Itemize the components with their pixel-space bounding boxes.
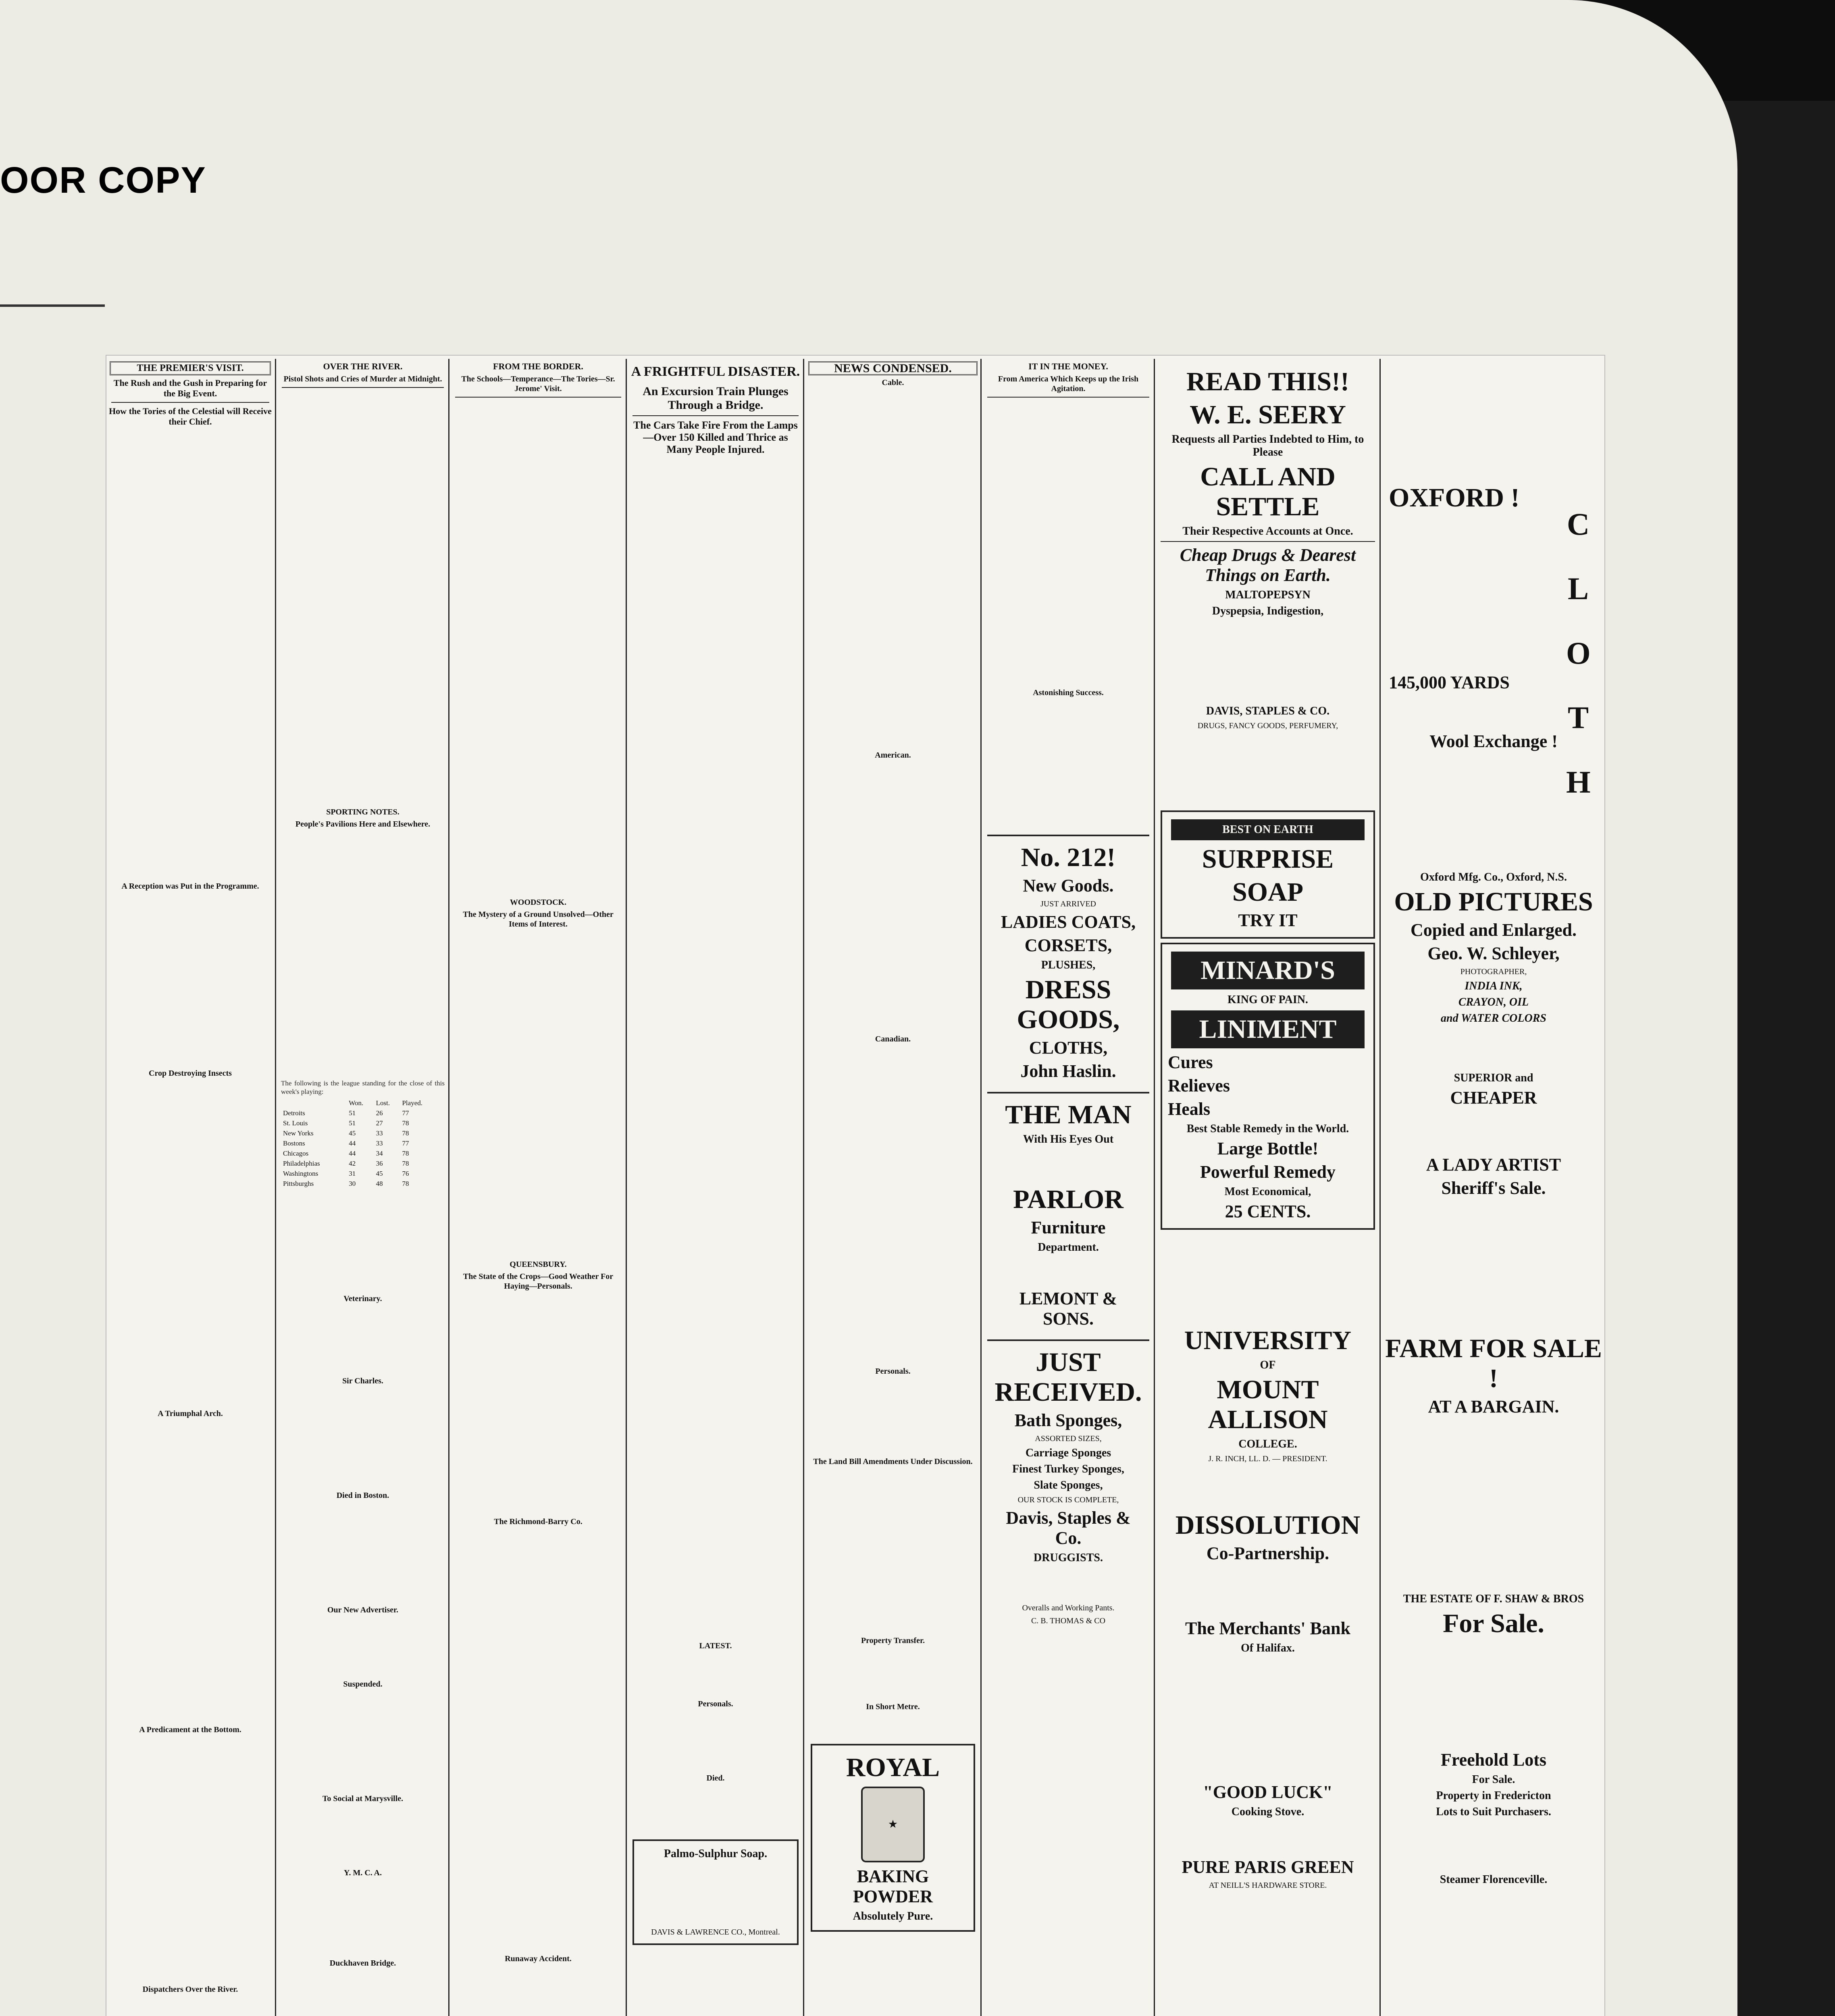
section-heading: Astonishing Success.	[1033, 688, 1104, 697]
article-subtitle: An Excursion Train Plunges Through a Bridge.	[643, 385, 789, 412]
article-title: NEWS CONDENSED.	[808, 361, 978, 375]
section-heading: A Predicament at the Bottom.	[139, 1725, 241, 1734]
ad-letter: T	[1567, 700, 1589, 735]
rule	[282, 387, 444, 388]
standings-caption: The following is the league standing for the close of this week's playing:	[281, 1079, 445, 1095]
ad-letter: C	[1567, 506, 1590, 541]
ad-cooking-stove: Cooking Stove.	[1231, 1806, 1304, 1818]
ad-cheap-drugs: Cheap Drugs & Dearest Things on Earth.	[1180, 545, 1356, 585]
rule	[111, 402, 269, 403]
column-over-the-river	[275, 359, 449, 2016]
section-heading: Died in Boston.	[336, 1491, 389, 1500]
ad-the-man: THE MAN	[1005, 1100, 1132, 1129]
cloth-vertical-letters	[1566, 492, 1590, 814]
section-heading: People's Pavilions Here and Elsewhere.	[295, 820, 431, 829]
ad-economical: Most Economical,	[1224, 1185, 1311, 1198]
table-row: Washingtons 31 45 76	[283, 1170, 409, 1177]
ad-body	[637, 1864, 794, 1924]
rule	[987, 397, 1149, 398]
ad-sheriffs-sale: Sheriff's Sale.	[1441, 1178, 1546, 1198]
ad-copied: Copied and Enlarged.	[1411, 920, 1577, 940]
section-heading: WOODSTOCK.	[510, 898, 567, 907]
rule	[632, 415, 799, 416]
ad-india-ink: INDIA INK,	[1465, 980, 1523, 992]
column-ads-middle	[980, 359, 1155, 2016]
section-heading: A Reception was Put in the Programme.	[121, 882, 259, 891]
surprise-soap-advertisement	[1161, 810, 1375, 939]
section-heading: In Short Metre.	[866, 1702, 920, 1711]
ad-yards: 145,000 YARDS	[1389, 673, 1510, 692]
column-premiers-visit	[106, 359, 275, 2016]
table-header: Won.	[349, 1099, 364, 1107]
sponges-advertisement	[987, 1339, 1149, 1632]
section-heading: LATEST.	[699, 1641, 732, 1650]
section-heading: Property Transfer.	[861, 1636, 925, 1645]
haslin-advertisement	[987, 835, 1149, 1088]
ad-requests: Requests all Parties Indebted to Him, to Please	[1171, 433, 1364, 458]
ad-try-it: TRY IT	[1238, 910, 1298, 930]
section-heading: QUEENSBURY.	[510, 1260, 567, 1269]
ad-at-a-bargain: AT A BARGAIN.	[1428, 1397, 1559, 1416]
rule	[455, 397, 621, 398]
ad-line: LADIES COATS,	[1001, 912, 1136, 932]
ad-best-remedy: Best Stable Remedy in the World.	[1186, 1123, 1349, 1135]
ad-overalls: Overalls and Working Pants.	[1022, 1604, 1115, 1612]
article-subtitle: Pistol Shots and Cries of Murder at Midnight.	[283, 375, 442, 383]
article-title: A FRIGHTFUL DISASTER.	[631, 364, 800, 379]
table-row: Bostons 44 33 77	[283, 1139, 409, 1147]
baking-powder-can-icon: ★	[861, 1787, 925, 1862]
section-heading: Sir Charles.	[342, 1377, 383, 1385]
ad-just-arrived: JUST ARRIVED	[1040, 900, 1096, 908]
furniture-advertisement	[987, 1092, 1149, 1335]
section-heading: Cable.	[882, 378, 904, 387]
column-from-the-border	[448, 359, 627, 2016]
ad-hardware: AT NEILL'S HARDWARE STORE.	[1209, 1881, 1327, 1890]
article-title: OVER THE RIVER.	[323, 361, 403, 371]
ad-merchants-bank: The Merchants' Bank	[1185, 1618, 1350, 1638]
section-heading: The State of the Crops—Good Weather For Haying—Personals.	[463, 1272, 614, 1291]
ad-good-luck: "GOOD LUCK"	[1203, 1782, 1333, 1802]
ad-store-number: No. 212!	[1021, 843, 1116, 872]
section-heading: To Social at Marysville.	[322, 1794, 404, 1803]
ad-copartnership: Co-Partnership.	[1206, 1543, 1329, 1563]
ad-steamer: Steamer Florenceville.	[1440, 1873, 1548, 1886]
article-subtitle: From America Which Keeps up the Irish Agitation.	[998, 375, 1139, 393]
ad-cheaper: CHEAPER	[1450, 1088, 1537, 1108]
ad-royal: ROYAL	[846, 1753, 940, 1782]
ad-new-goods: New Goods.	[1023, 876, 1114, 896]
ad-with-eyes: With His Eyes Out	[1023, 1133, 1114, 1145]
ad-line: CORSETS,	[1024, 935, 1112, 955]
ad-soap: SOAP	[1232, 877, 1304, 907]
article-title: IT IN THE MONEY.	[1028, 361, 1108, 371]
ad-large-bottle: Large Bottle!	[1217, 1139, 1319, 1158]
ad-baking: BAKING POWDER	[853, 1866, 933, 1906]
ad-price: 25 CENTS.	[1225, 1202, 1311, 1221]
article-subtitle-2: The Cars Take Fire From the Lamps—Over 150 Killed and Thrice as Many People Injured.	[633, 419, 798, 455]
league-standings-table	[282, 1098, 439, 1189]
ad-oxford-mfg: Oxford Mfg. Co., Oxford, N.S.	[1420, 871, 1567, 883]
ad-thomas: C. B. THOMAS & CO	[1031, 1616, 1106, 1625]
ad-title: Palmo-Sulphur Soap.	[664, 1847, 768, 1860]
ad-freehold: Freehold Lots	[1441, 1750, 1546, 1770]
ad-dissolution: DISSOLUTION	[1175, 1510, 1361, 1540]
ad-wool: Wool Exchange !	[1429, 731, 1558, 751]
section-heading: Canadian.	[875, 1035, 911, 1043]
column-frightful-disaster	[626, 359, 804, 2016]
ad-oxford: OXFORD !	[1389, 483, 1520, 512]
section-heading: Personals.	[698, 1699, 733, 1708]
section-heading: Suspended.	[343, 1680, 383, 1689]
ad-surprise: SURPRISE	[1202, 844, 1334, 874]
ad-superior: SUPERIOR and	[1454, 1072, 1533, 1084]
section-heading: SPORTING NOTES.	[326, 808, 399, 816]
ad-photographer: PHOTOGRAPHER,	[1460, 967, 1527, 976]
section-heading: Dispatchers Over the River.	[142, 1985, 238, 1994]
ad-accounts: Their Respective Accounts at Once.	[1182, 525, 1353, 537]
table-row: Pittsburghs 30 48 78	[283, 1180, 409, 1187]
ad-furniture: Furniture	[1031, 1218, 1106, 1237]
ad-letter: H	[1566, 764, 1591, 800]
section-heading: Died.	[706, 1774, 725, 1783]
ad-maltopepsyn: MALTOPEPSYN	[1225, 589, 1311, 601]
ad-lady-artist: A LADY ARTIST	[1426, 1155, 1561, 1175]
ad-line: PLUSHES,	[1041, 959, 1096, 971]
baking-powder-advertisement	[811, 1744, 975, 1932]
section-heading: Duckhaven Bridge.	[329, 1959, 396, 1968]
ad-king-of-pain: KING OF PAIN.	[1227, 993, 1308, 1006]
ad-dyspepsia: Dyspepsia, Indigestion,	[1212, 605, 1324, 617]
ad-line: DRESS GOODS,	[1017, 975, 1120, 1034]
ad-of: OF	[1260, 1359, 1276, 1371]
ad-footer: DAVIS & LAWRENCE CO., Montreal.	[651, 1928, 780, 1937]
ad-president: J. R. INCH, LL. D. — PRESIDENT.	[1208, 1454, 1327, 1463]
ad-read-this: READ THIS!!	[1186, 367, 1350, 396]
ad-of-halifax: Of Halifax.	[1241, 1642, 1295, 1654]
section-heading: The Richmond-Barry Co.	[494, 1517, 583, 1526]
margin-rule	[0, 304, 105, 307]
ad-freehold-sale: For Sale.	[1472, 1773, 1515, 1786]
ad-paris-green: PURE PARIS GREEN	[1182, 1857, 1354, 1877]
rule	[1161, 541, 1375, 542]
ad-department: Department.	[1038, 1241, 1099, 1254]
table-header: Played.	[402, 1099, 422, 1107]
ad-letter: O	[1566, 635, 1591, 671]
table-row: Philadelphias 42 36 78	[283, 1160, 409, 1167]
newspaper-page	[106, 355, 1605, 2016]
column-news-condensed	[803, 359, 982, 2016]
section-heading: American.	[875, 751, 911, 760]
ad-call-settle: CALL AND SETTLE	[1200, 462, 1336, 521]
ad-old-pictures: OLD PICTURES	[1394, 887, 1593, 916]
ad-letter: L	[1567, 571, 1589, 606]
article-subtitle-2: How the Tories of the Celestial will Receive their Chief.	[109, 406, 272, 427]
article-subtitle: The Rush and the Gush in Preparing for the Big Event.	[113, 378, 267, 398]
article-subtitle: The Schools—Temperance—The Tories—Sr. Jerome' Visit.	[461, 375, 615, 393]
section-heading: Our New Advertiser.	[327, 1606, 399, 1614]
column-ads-oxford	[1379, 359, 1606, 2016]
ad-minards: MINARD'S	[1171, 952, 1365, 989]
table-row: Chicagos 44 34 78	[283, 1150, 409, 1157]
section-heading: Y. M. C. A.	[343, 1868, 382, 1877]
ad-assorted: ASSORTED SIZES,	[1035, 1434, 1102, 1443]
table-header: Lost.	[376, 1099, 390, 1107]
ad-heals: Heals	[1168, 1099, 1211, 1119]
section-heading: The Land Bill Amendments Under Discussion.	[813, 1457, 973, 1466]
ad-parlor: PARLOR	[1013, 1185, 1123, 1214]
ad-mount-allison: MOUNT ALLISON	[1208, 1375, 1328, 1434]
section-heading: Crop Destroying Insects	[149, 1069, 232, 1078]
ad-seery: W. E. SEERY	[1190, 400, 1346, 429]
ad-liniment: LINIMENT	[1171, 1010, 1365, 1048]
ad-carriage: Carriage Sponges	[1025, 1447, 1111, 1459]
section-heading: Runaway Accident.	[505, 1954, 572, 1963]
ad-slate: Slate Sponges,	[1034, 1479, 1103, 1491]
table-row: New Yorks 45 33 78	[283, 1129, 409, 1137]
ad-schleyer: Geo. W. Schleyer,	[1427, 943, 1560, 963]
article-title: FROM THE BORDER.	[493, 361, 583, 371]
ad-davis-staples: DAVIS, STAPLES & CO.	[1206, 705, 1330, 717]
ad-lemont: LEMONT & SONS.	[1019, 1289, 1117, 1329]
ad-lots: Lots to Suit Purchasers.	[1436, 1806, 1551, 1818]
ad-just-received: JUST RECEIVED.	[994, 1347, 1142, 1407]
ad-merchant: John Haslin.	[1020, 1061, 1116, 1081]
ad-cures: Cures	[1168, 1052, 1213, 1072]
ad-crayon: CRAYON, OIL	[1458, 996, 1529, 1008]
table-row: Detroits 51 26 77	[283, 1109, 409, 1117]
section-heading: The Mystery of a Ground Unsolved—Other Items of Interest.	[463, 910, 614, 929]
column-ads-seery	[1154, 359, 1381, 2016]
ad-drugs-fancy: DRUGS, FANCY GOODS, PERFUMERY,	[1197, 721, 1338, 730]
ad-bath-sponges: Bath Sponges,	[1014, 1410, 1122, 1430]
ad-turkey: Finest Turkey Sponges,	[1012, 1463, 1124, 1475]
article-body	[110, 429, 270, 438]
ad-farm-for-sale: FARM FOR SALE !	[1385, 1334, 1602, 1393]
table-row: St. Louis 51 27 78	[283, 1119, 409, 1127]
ad-property: Property in Fredericton	[1436, 1789, 1551, 1802]
ad-stock: OUR STOCK IS COMPLETE,	[1017, 1495, 1119, 1504]
ad-estate: THE ESTATE OF F. SHAW & BROS	[1403, 1593, 1584, 1605]
ad-water-colors: and WATER COLORS	[1441, 1012, 1546, 1025]
margin-label: OOR COPY	[0, 160, 206, 201]
ad-powerful: Powerful Remedy	[1200, 1162, 1336, 1182]
ad-druggists: DRUGGISTS.	[1034, 1552, 1103, 1564]
section-heading: Veterinary.	[343, 1294, 382, 1303]
ad-college: COLLEGE.	[1238, 1438, 1297, 1450]
ad-line: CLOTHS,	[1029, 1038, 1108, 1058]
section-heading: A Triumphal Arch.	[158, 1409, 223, 1418]
ad-druggists-name: Davis, Staples & Co.	[1006, 1508, 1131, 1548]
article-title: THE PREMIER'S VISIT.	[110, 361, 271, 375]
ad-best-on-earth: BEST ON EARTH	[1171, 819, 1365, 840]
soap-advertisement	[632, 1839, 799, 1945]
minards-liniment-advertisement	[1161, 943, 1375, 1230]
ad-relieves: Relieves	[1168, 1076, 1230, 1095]
ad-for-sale: For Sale.	[1443, 1609, 1544, 1638]
section-heading: Personals.	[875, 1367, 911, 1376]
ad-pure: Absolutely Pure.	[853, 1910, 933, 1922]
ad-university: UNIVERSITY	[1184, 1326, 1352, 1355]
